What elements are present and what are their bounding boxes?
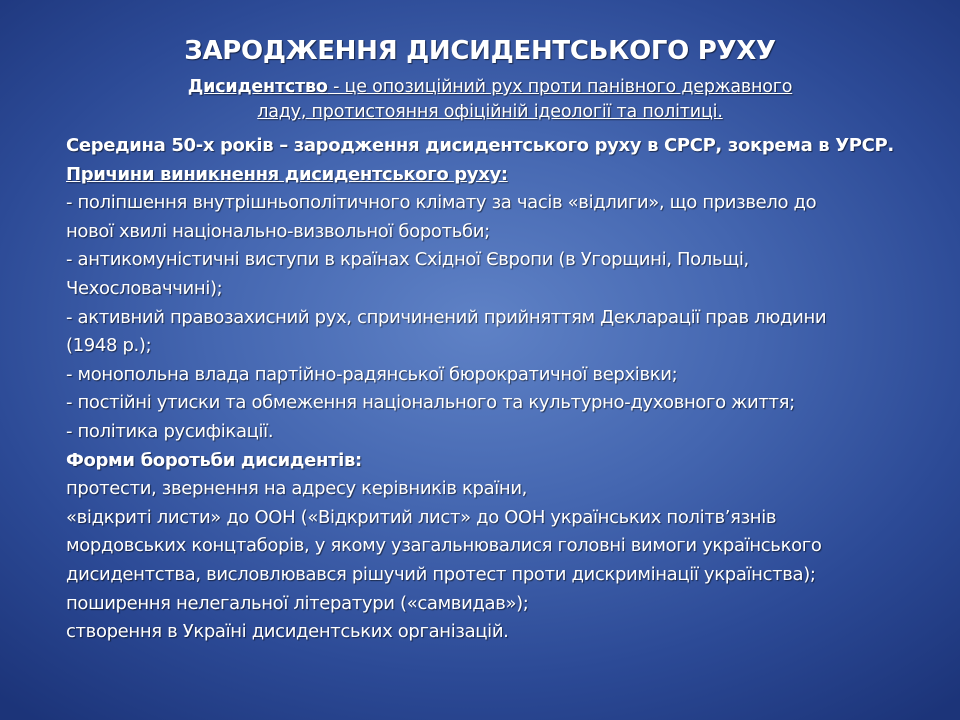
form-line: створення в Україні дисидентських організацій. (66, 621, 509, 643)
cause-line: - політика русифікації. (66, 420, 274, 442)
form-line: дисидентства, висловлювався рішучий протест проти дискримінації українства); (66, 563, 816, 585)
slide-title: ЗАРОДЖЕННЯ ДИСИДЕНТСЬКОГО РУХУ (184, 36, 776, 66)
cause-line: - монопольна влада партійно-радянської бюрократичної верхівки; (66, 363, 678, 385)
causes-heading: Причини виникнення дисидентського руху: (66, 163, 508, 185)
cause-line: - поліпшення внутрішньополітичного клімату за часів «відлиги», що призвело до (66, 192, 817, 214)
cause-line: - постійні утиски та обмеження національного та культурно-духовного життя; (66, 392, 795, 414)
slide-body (66, 132, 926, 647)
origin-statement: Середина 50-х років – зародження дисидентського руху в СРСР, зокрема в УРСР. (66, 135, 894, 156)
definition-text-2: ладу, протистояння офіційній ідеології та політиці. (257, 102, 723, 122)
form-line: «відкриті листи» до ООН («Відкритий лист» до ООН українських політв’язнів (66, 506, 777, 528)
form-line: поширення нелегальної літератури («самвидав»); (66, 592, 529, 614)
definition (140, 75, 840, 125)
form-line: протести, звернення на адресу керівників країни, (66, 478, 528, 500)
cause-line: - антикомуністичні виступи в країнах Східної Європи (в Угорщині, Польщі, (66, 249, 749, 271)
cause-line: (1948 р.); (66, 335, 152, 357)
cause-line: Чехословаччині); (66, 277, 223, 299)
forms-heading: Форми боротьби дисидентів: (66, 449, 362, 471)
cause-line: - активний правозахисний рух, спричинений прийняттям Декларації прав людини (66, 306, 827, 328)
definition-text-1: - це опозиційний рух проти панівного державного (327, 77, 793, 97)
definition-term: Дисидентство (187, 77, 328, 97)
cause-line: нової хвилі національно-визвольної боротьби; (66, 220, 490, 242)
form-line: мордовських концтаборів, у якому узагальнювалися головні вимоги українського (66, 535, 822, 557)
definition-line-1 (140, 75, 840, 100)
